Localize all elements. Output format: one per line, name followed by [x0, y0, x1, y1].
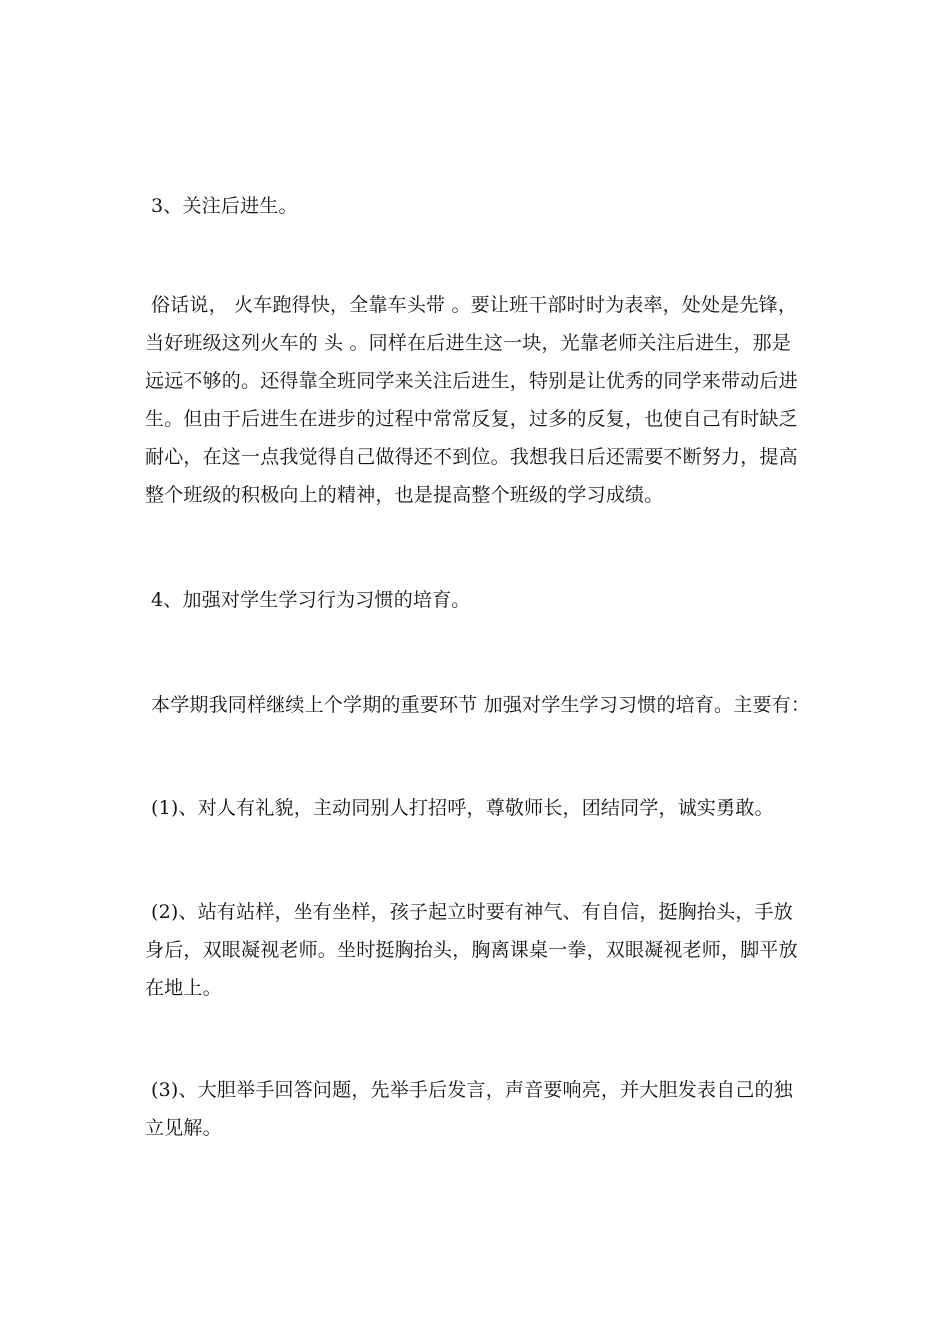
list-item-2: (2)、站有站样，坐有坐样，孩子起立时要有神气、有自信，挺胸抬头，手放身后，双眼凝视老师。坐时挺胸抬头，胸离课桌一拳，双眼凝视老师，脚平放在地上。 — [145, 901, 798, 999]
paragraph-semester-habits: 本学期我同样继续上个学期的重要环节 加强对学生学习习惯的培育。主要有： — [151, 694, 811, 716]
section-heading-4: 4、加强对学生学习行为习惯的培育。 — [151, 589, 471, 611]
paragraph-followup-students: 俗话说， 火车跑得快，全靠车头带 。要让班干部时时为表率，处处是先锋，当好班级这列火车的 头 。同样在后进生这一块，光靠老师关注后进生，那是远远不够的。还得靠全班同学来关注后进生，特别是让优秀的同学来带动后进生。但由于后进生在进步的过程中常常反复，过多的反复，也使自己有时缺乏耐心，在这一点我觉得自己做得还不到位。我想我日后还需要不断努力，提高整个班级的积极向上的精神，也是提高整个班级的学习成绩。 — [145, 294, 798, 506]
section-heading-3: 3、关注后进生。 — [151, 195, 298, 217]
list-item-1: (1)、对人有礼貌，主动同别人打招呼，尊敬师长，团结同学，诚实勇敢。 — [151, 797, 774, 819]
list-item-3: (3)、大胆举手回答问题，先举手后发言，声音要响亮，并大胆发表自己的独立见解。 — [145, 1079, 793, 1139]
